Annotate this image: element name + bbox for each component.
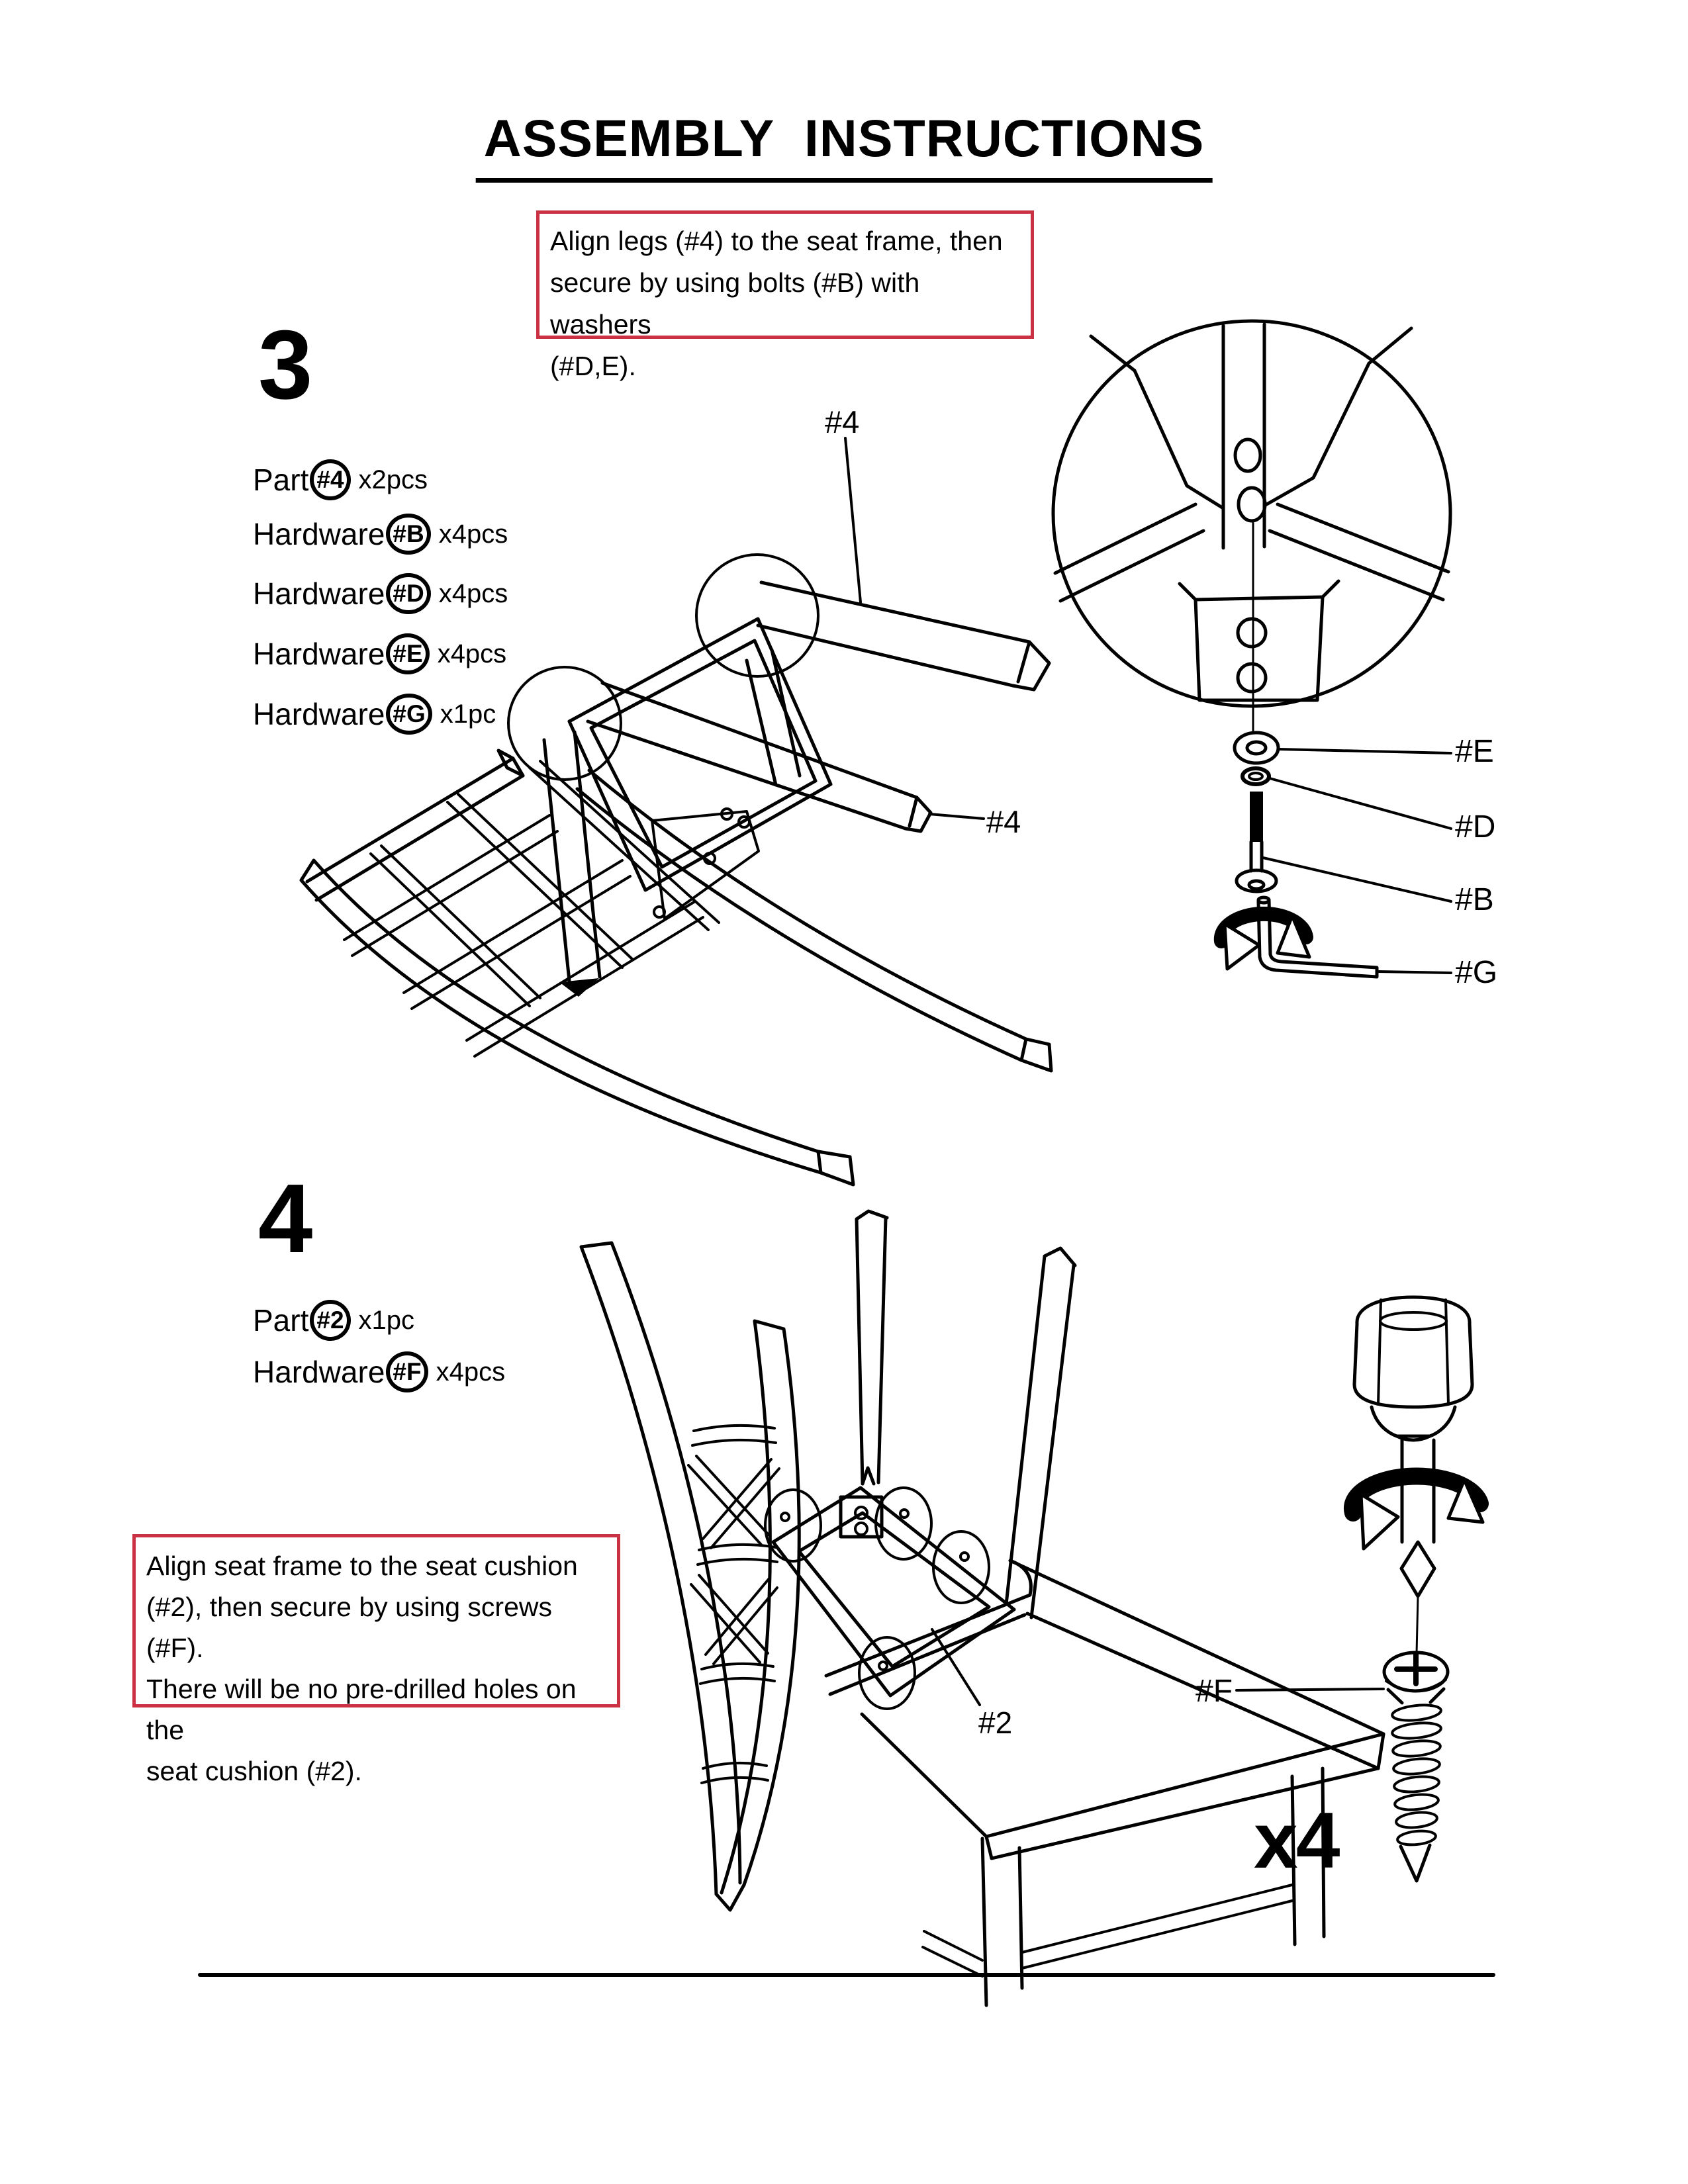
part-ref-badge: #D: [386, 573, 430, 614]
flat-washer-label: #E: [1455, 734, 1494, 769]
step3-part-row-4: [253, 633, 506, 674]
part-ref-badge: #2: [310, 1300, 350, 1341]
part-qty: x4pcs: [438, 519, 508, 549]
part-qty: x2pcs: [358, 465, 428, 494]
allen-key-label: #G: [1455, 955, 1498, 990]
page-title: ASSEMBLY INSTRUCTIONS: [476, 108, 1213, 183]
part-qty: x4pcs: [437, 639, 507, 668]
part-kind: Hardware: [253, 517, 385, 551]
step3-instruction-line-2: secure by using bolts (#B) with washers: [550, 267, 920, 340]
step3-instruction-box: [536, 210, 1034, 381]
cushion-callout: #2: [978, 1706, 1013, 1740]
step4-number: 4: [258, 1164, 313, 1273]
step4-part-row-2: [253, 1351, 505, 1392]
part-kind: Hardware: [253, 1355, 385, 1389]
part-qty: x4pcs: [438, 578, 508, 608]
step3-hardware-drawing: [1221, 733, 1451, 977]
part-kind: Hardware: [253, 576, 385, 611]
part-kind: Part: [253, 463, 309, 497]
step3-part-row-3: [253, 573, 508, 614]
step4-instruction-line-1: Align seat frame to the seat cushion: [146, 1551, 578, 1581]
part-ref-badge: #F: [386, 1351, 428, 1392]
step4-instruction-box: [132, 1534, 620, 1786]
step4-instruction-line-2: (#2), then secure by using screws (#F).: [146, 1592, 552, 1663]
part-ref-badge: #B: [386, 514, 430, 555]
part-qty: x4pcs: [436, 1357, 506, 1387]
part-qty: x1pc: [358, 1305, 415, 1335]
part-kind: Part: [253, 1303, 309, 1338]
step4-instruction-line-4: seat cushion (#2).: [146, 1756, 362, 1786]
leg-callout-side: #4: [986, 804, 1021, 839]
leg-callout-top: #4: [825, 404, 860, 439]
part-ref-badge: #E: [386, 633, 429, 674]
step4-chair-drawing: [581, 1211, 1383, 2005]
screw-quantity-note: x4: [1254, 1796, 1338, 1885]
screw-callout: #F: [1196, 1674, 1233, 1709]
bolt-label: #B: [1455, 882, 1494, 917]
step3-part-row-5: [253, 694, 496, 735]
part-ref-badge: #4: [310, 459, 350, 500]
step3-part-row-2: [253, 514, 508, 555]
step3-number: 3: [258, 310, 313, 420]
spring-washer-label: #D: [1455, 809, 1496, 844]
part-kind: Hardware: [253, 637, 385, 671]
step3-instruction-line-1: Align legs (#4) to the seat frame, then: [550, 226, 1003, 256]
step3-joint-detail-drawing: [1053, 321, 1450, 731]
step4-instruction-line-3: There will be no pre-drilled holes on the: [146, 1674, 577, 1745]
step3-part-row-1: [253, 459, 428, 500]
part-kind: Hardware: [253, 697, 385, 731]
part-qty: x1pc: [440, 699, 496, 729]
part-ref-badge: #G: [386, 694, 432, 735]
step3-instruction-line-3: (#D,E).: [550, 351, 636, 381]
step4-part-row-1: [253, 1300, 414, 1341]
